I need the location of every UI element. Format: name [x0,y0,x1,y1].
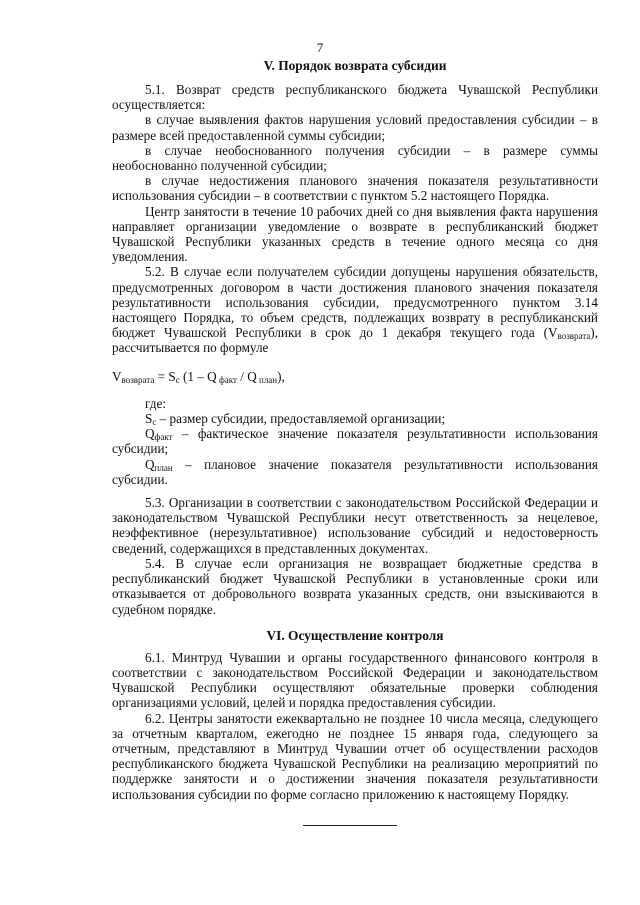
paragraph-5-2 [112,264,598,355]
page-number: 7 [316,40,324,55]
paragraph-notification: Центр занятости в течение 10 рабочих дней со дня выявления факта нарушения направляет организации уведомление о возврате в республиканский бюджет Чувашской Республики указанных средств в течение одного месяца со дня уведомления. [112,203,598,265]
paragraph-case-violation: в случае выявления фактов нарушения условий предоставления субсидии – в размере всей предоставленной суммы субсидии; [112,112,598,143]
p5-2-text-b: ), рассчитывается по формуле [112,325,598,356]
definition-s: $S_с$ – размер субсидии, предоставляемой организации; [145,411,446,428]
paragraph-case-underachievement: в случае недостижения планового значения показателя результативности использования субсидии – в соответствии с пунктом 5.2 настоящего Порядка. [112,173,598,204]
p5-2-sub: возврата [557,331,591,342]
paragraph-5-3: 5.3. Организации в соответствии с законодательством Российской Федерации и законодательством Чувашской Республики несут ответственность за нецелевое, неэффективное (нерезультативное) использование субсидий и недостоверность сведений, содержащихся в представленных документах. [112,495,598,556]
paragraph-5-1: 5.1. Возврат средств республиканского бюджета Чувашской Республики осуществляется: [112,82,598,113]
p5-2-text-a: 5.2. В случае если получателем субсидии допущены нарушения обязательств, предусмотренных договором в части достижения планового значения показателя результативности использования субсидии, предусмотренного пунктом 3.14 настоящего Порядка, то объем средств, подлежащих возврату в республиканский бюджет Чувашской Республики в срок до 1 декабря текущего года (V [112,264,598,341]
paragraph-case-unjustified: в случае необоснованного получения субсидии – в размере суммы необоснованно полученной субсидии; [112,142,598,174]
where-label: где: [145,395,166,411]
definition-q-plan: $Q_{план}$ – плановое значение показателя результативности использования субсидии. [112,456,598,487]
formula: $V_{возврата} = S_с$ (1 – Q $_{факт}$ / Q $_{план}$), [112,368,285,385]
paragraph-6-2: 6.2. Центры занятости ежеквартально не позднее 10 числа месяца, следующего за отчетным кварталом, ежегодно не позднее 15 января года, следующего за отчетным, представляют в Минтруд Чувашии отчет об осуществлении расходов республиканского бюджета Чувашской Республики на реализацию мероприятий по поддержке занятости и о достижении значения показателя результативности использования субсидии по форме согласно приложению к настоящему Порядку. [112,710,598,802]
paragraph-6-1: 6.1. Минтруд Чувашии и органы государственного финансового контроля в соответствии с законодательством Российской Федерации и законодательством Чувашской Республики осуществляют обязательные проверки соблюдения организациями условий, целей и порядка предоставления субсидии. [112,649,598,711]
end-divider [303,825,397,826]
paragraph-5-4: 5.4. В случае если организация не возвращает бюджетные средства в республиканский бюджет Чувашской Республики в установленные сроки или отказывается от добровольного возврата указанных средств, они взыскиваются в судебном порядке. [112,555,598,617]
section-6-title: VI. Осуществление контроля [266,627,444,643]
definition-q-fact: $Q_{факт}$ – фактическое значение показателя результативности использования субсидии; [112,426,598,457]
document-body [112,58,598,802]
section-5-title: V. Порядок возврата субсидии [263,58,447,73]
